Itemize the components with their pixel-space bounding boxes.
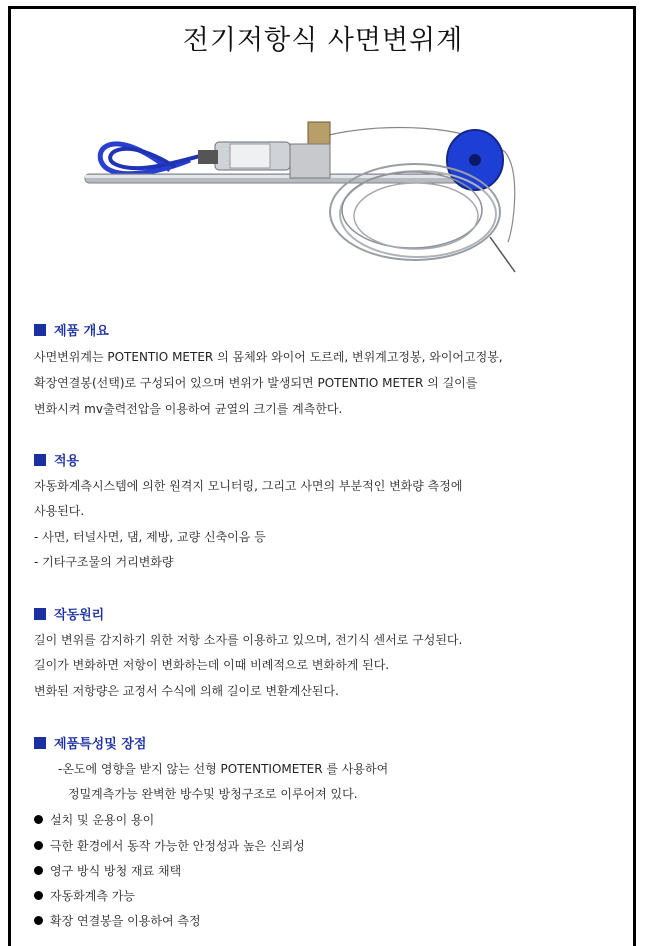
feature-bullet: 설치 및 운용이 용이 xyxy=(34,811,154,828)
bullet-dot-icon xyxy=(34,916,43,925)
text-line: 사면변위계는 POTENTIO METER 의 몸체와 와이어 도르레, 변위계고정봉, 와이어고정봉, xyxy=(34,350,503,364)
text-line: 변화된 저항량은 교정서 수식에 의해 길이로 변환계산된다. xyxy=(34,684,339,698)
text-line: 사용된다. xyxy=(34,504,85,518)
square-bullet-icon xyxy=(34,737,46,749)
feature-bullet: 영구 방식 방청 재료 채택 xyxy=(34,862,181,879)
text-line: 길이가 변화하면 저항이 변화하는데 이때 비례적으로 변화하게 된다. xyxy=(34,658,390,672)
text-line: 확장연결봉(선택)로 구성되어 있으며 변위가 발생되면 POTENTIO METER 의 길이를 xyxy=(34,376,478,390)
square-bullet-icon xyxy=(34,608,46,620)
bullet-dot-icon xyxy=(34,815,43,824)
feature-bullet: 확장 연결봉을 이용하여 측정 xyxy=(34,912,201,929)
section-heading-overview: 제품 개요 xyxy=(34,320,109,339)
text-line: 자동화계측시스템에 의한 원격지 모니터링, 그리고 사면의 부분적인 변화량 측정에 xyxy=(34,479,463,493)
text-line: 길이 변위를 감지하기 위한 저항 소자를 이용하고 있으며, 전기식 센서로 구성된다. xyxy=(34,633,463,647)
text-line: - 사면, 터널사면, 댐, 제방, 교량 신축이음 등 xyxy=(34,530,266,544)
section-heading-features: 제품특성및 장점 xyxy=(34,733,146,752)
text-line: -온도에 영향을 받지 않는 선형 POTENTIOMETER 를 사용하여 xyxy=(58,762,389,776)
bullet-dot-icon xyxy=(34,841,43,850)
text-line: 정밀계측가능 완벽한 방수및 방청구조로 이루어져 있다. xyxy=(68,787,358,801)
text-line: - 기타구조물의 거리변화량 xyxy=(34,555,174,569)
square-bullet-icon xyxy=(34,454,46,466)
square-bullet-icon xyxy=(34,324,46,336)
section-heading-application: 적용 xyxy=(34,450,79,469)
bullet-dot-icon xyxy=(34,866,43,875)
section-heading-principle: 작동원리 xyxy=(34,604,104,623)
product-photo xyxy=(80,112,530,282)
feature-bullet: 자동화계측 가능 xyxy=(34,887,135,904)
feature-bullet: 극한 환경에서 동작 가능한 안정성과 높은 신뢰성 xyxy=(34,837,305,854)
page-title: 전기저항식 사면변위계 xyxy=(182,25,464,56)
bullet-dot-icon xyxy=(34,891,43,900)
text-line: 변화시켜 mv출력전압을 이용하여 균열의 크기를 계측한다. xyxy=(34,402,343,416)
